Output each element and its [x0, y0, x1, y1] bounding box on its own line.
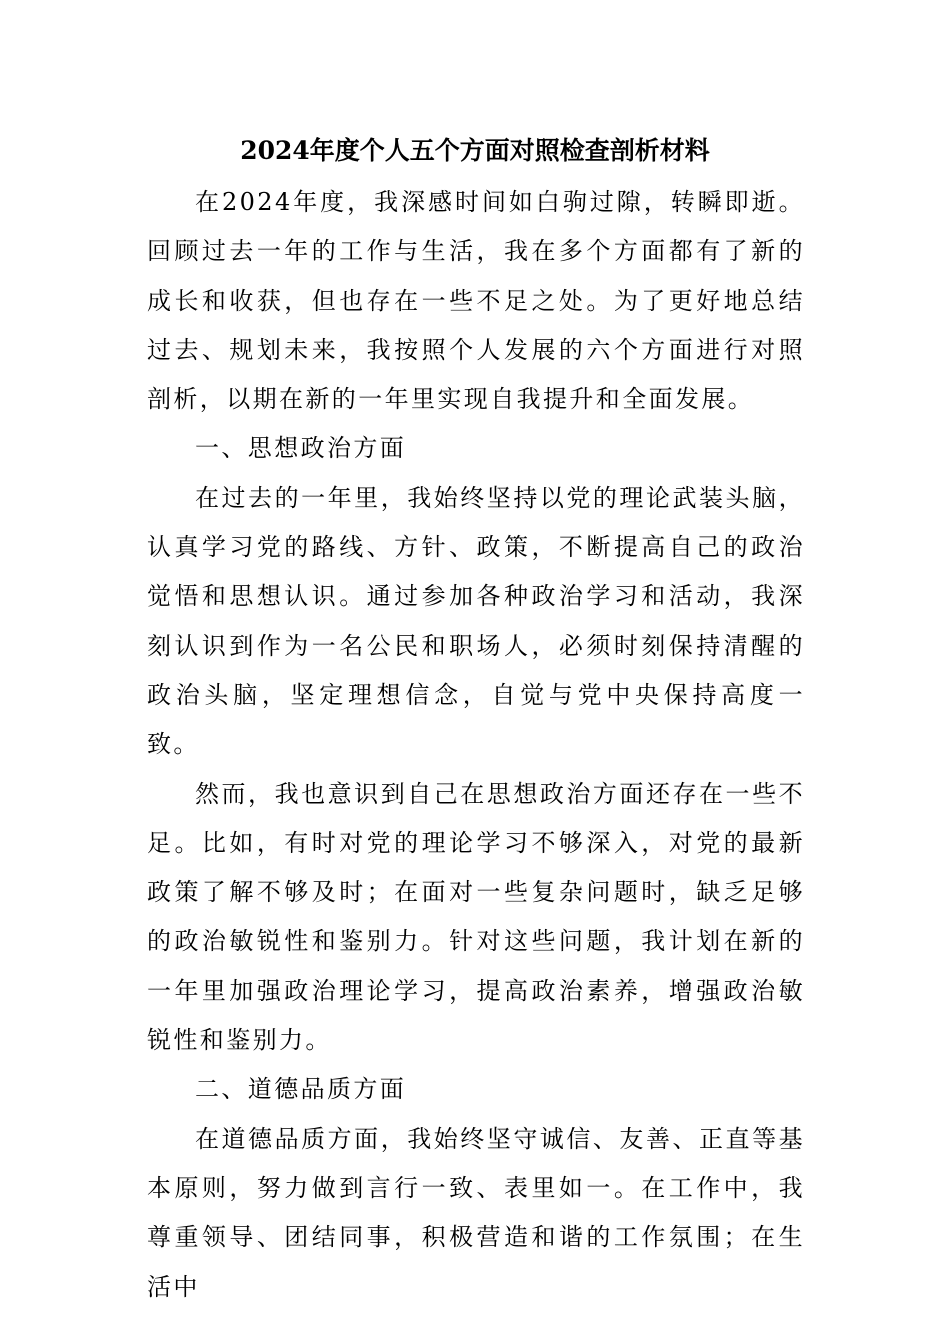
section-heading-political: 一、思想政治方面 [195, 434, 407, 463]
paragraph-political-strengths: 在过去的一年里，我始终坚持以党的理论武装头脑，认真学习党的路线、方针、政策，不断提高自己的政治觉悟和思想认识。通过参加各种政治学习和活动，我深刻认识到作为一名公民和职场人，必须时刻保持清醒的政治头脑，坚定理想信念，自觉与党中央保持高度一致。 [147, 483, 805, 759]
paragraph-intro: 在2024年度，我深感时间如白驹过隙，转瞬即逝。回顾过去一年的工作与生活，我在多个方面都有了新的成长和收获，但也存在一些不足之处。为了更好地总结过去、规划未来，我按照个人发展的六个方面进行对照剖析，以期在新的一年里实现自我提升和全面发展。 [147, 188, 805, 414]
paragraph-moral: 在道德品质方面，我始终坚守诚信、友善、正直等基本原则，努力做到言行一致、表里如一。在工作中，我尊重领导、团结同事，积极营造和谐的工作氛围；在生活中 [147, 1124, 805, 1301]
section-heading-moral: 二、道德品质方面 [195, 1075, 407, 1104]
document-body [147, 178, 805, 1312]
document-title: 2024年度个人五个方面对照检查剖析材料 [240, 136, 710, 165]
paragraph-political-shortcomings: 然而，我也意识到自己在思想政治方面还存在一些不足。比如，有时对党的理论学习不够深入，对党的最新政策了解不够及时；在面对一些复杂问题时，缺乏足够的政治敏锐性和鉴别力。针对这些问题，我计划在新的一年里加强政治理论学习，提高政治素养，增强政治敏锐性和鉴别力。 [147, 779, 805, 1055]
